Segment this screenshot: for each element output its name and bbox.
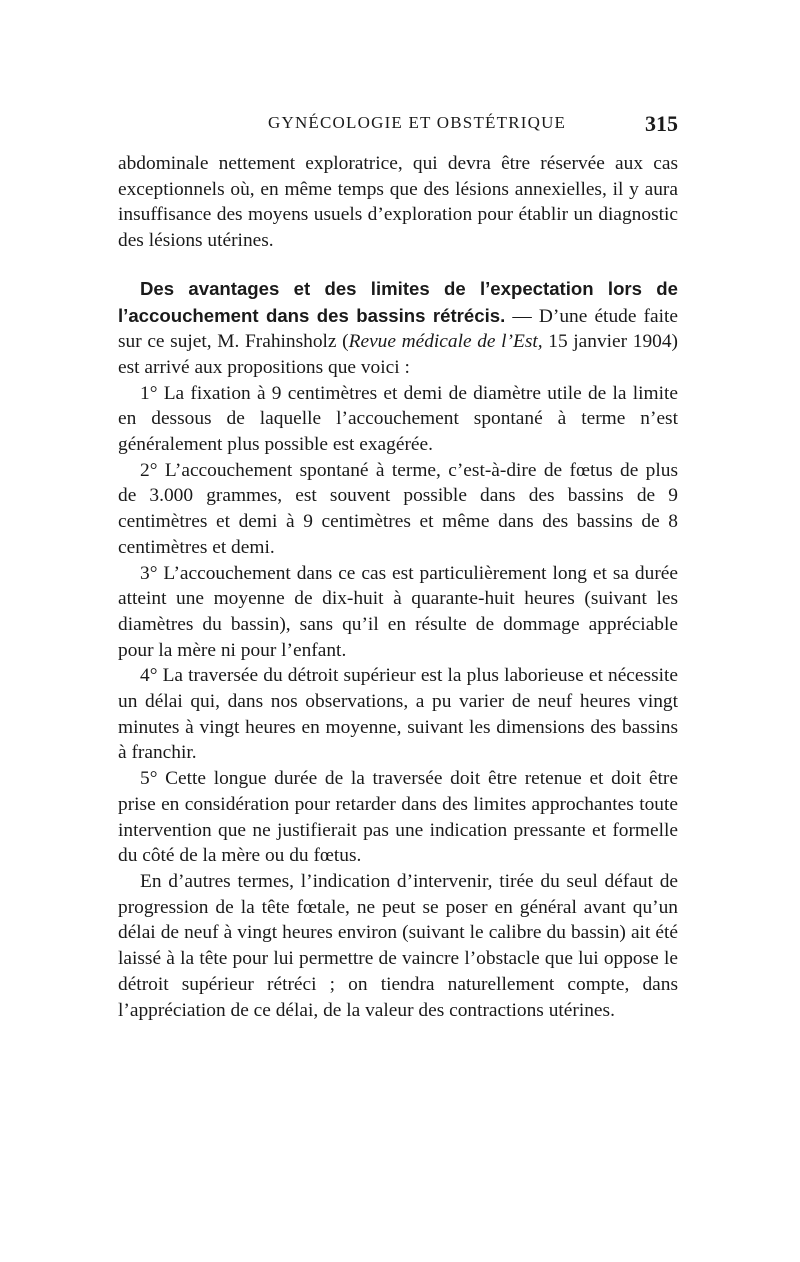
section-heading: Des avantages et des limites de l’expectation lors de l’accouchement dans des bassins rétrécis.: [118, 277, 678, 326]
running-title: GYNÉCOLOGIE ET OBSTÉTRIQUE: [268, 113, 567, 132]
section-paragraph: [118, 276, 678, 381]
section-intro-b: 15 janvier 1904) est arrivé aux propositions que voici :: [118, 331, 678, 378]
proposition-4: 4° La traversée du détroit supérieur est la plus laborieuse et nécessite un délai qui, dans nos observations, a pu varier de neuf heures vingt minutes à vingt heures en moyenne, suivant les dimensions des bassins à franchir.: [118, 665, 678, 764]
page-number: 315: [645, 111, 678, 136]
running-head: [118, 113, 678, 139]
body-text: [118, 151, 678, 1023]
section-intro-a: — D’une étude faite sur ce sujet, M. Frahinsholz (: [118, 305, 678, 353]
proposition-1: 1° La fixation à 9 centimètres et demi de diamètre utile de la limite en dessous de laquelle l’accouchement spontané à terme n’est généralement plus possible est exagérée.: [118, 382, 678, 456]
paragraph-continuation: abdominale nettement exploratrice, qui devra être réservée aux cas exceptionnels où, en même temps que des lésions annexielles, il y aura insuffisance des moyens usuels d’exploration pour établir un diagnostic des lésions utérines.: [118, 153, 678, 252]
conclusion-paragraph: En d’autres termes, l’indication d’intervenir, tirée du seul défaut de progression de la tête fœtale, ne peut se poser en général avant qu’un délai de neuf à vingt heures environ (suivant le calibre du bassin) ait été laissé à la tête pour lui permettre de vaincre l’obstacle que lui oppose le détroit supérieur rétréci ; on tiendra naturellement compte, dans l’appréciation de ce délai, de la valeur des contractions utérines.: [118, 870, 678, 1021]
proposition-2: 2° L’accouchement spontané à terme, c’est-à-dire de fœtus de plus de 3.000 grammes, est souvent possible dans des bassins de 9 centimètres et demi à 9 centimètres et même dans des bassins de 8 centimètres et demi.: [118, 459, 678, 558]
journal-citation: Revue médicale de l’Est,: [348, 331, 543, 353]
proposition-5: 5° Cette longue durée de la traversée doit être retenue et doit être prise en considération pour retarder dans des limites approchantes toute intervention que ne justifierait pas une indication pressante et formelle du côté de la mère ou du fœtus.: [118, 768, 678, 867]
proposition-3: 3° L’accouchement dans ce cas est particulièrement long et sa durée atteint une moyenne de dix-huit à quarante-huit heures (suivant les diamètres du bassin), sans qu’il en résulte de dommage appréciable pour la mère ni pour l’enfant.: [118, 562, 678, 661]
